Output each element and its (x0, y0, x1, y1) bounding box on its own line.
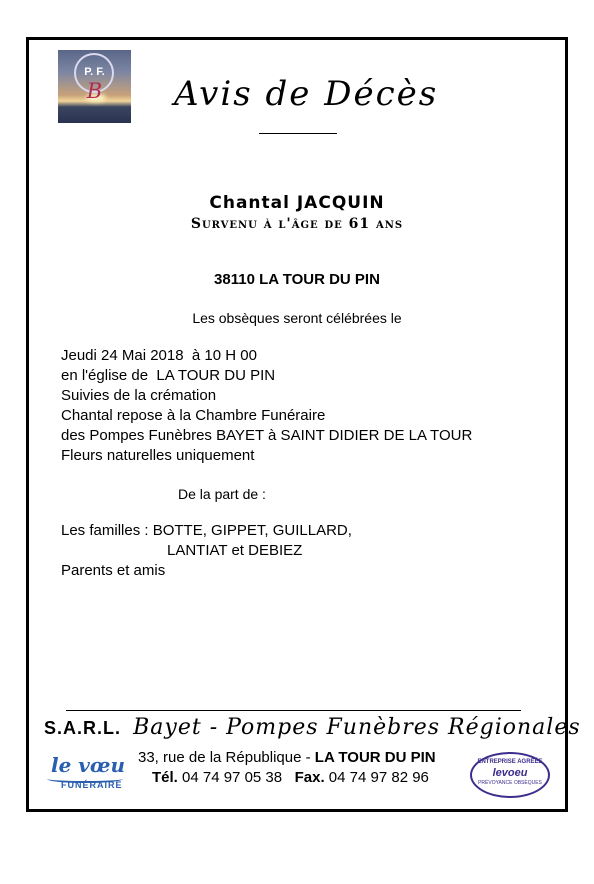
detail-line: en l'église de LA TOUR DU PIN (61, 367, 276, 384)
location-heading: 38110 LA TOUR DU PIN (214, 271, 380, 288)
seal-bottom-text: PRÉVOYANCE OBSÈQUES (478, 780, 542, 786)
families-block (61, 521, 352, 581)
detail-line: Suivies de la crémation (61, 387, 217, 404)
levoeu-funeraire-logo (45, 753, 127, 795)
levoeu-logo-subtext: FUNÉRAIRE (61, 780, 123, 790)
detail-line: Chantal repose à la Chambre Funéraire (61, 407, 326, 424)
title-divider (259, 133, 337, 134)
tel-label: Tél. (152, 769, 178, 786)
deceased-age: Survenu à l'âge de 61 ans (190, 216, 404, 232)
approved-company-seal (470, 752, 550, 798)
address-city: LA TOUR DU PIN (314, 749, 436, 766)
company-title: Bayet - Pompes Funèbres Régionales (133, 715, 581, 740)
fax-label: Fax. (294, 769, 325, 786)
funeral-home-logo (58, 50, 131, 123)
detail-line: des Pompes Funèbres BAYET à SAINT DIDIER DE LA TOUR (61, 427, 473, 444)
ceremony-intro: Les obsèques seront célébrées le (192, 310, 402, 326)
ceremony-details (61, 346, 472, 466)
footer-divider (66, 710, 521, 711)
deceased-name: Chantal JACQUIN (209, 193, 385, 213)
fax-number: 04 74 97 82 96 (324, 769, 429, 786)
seal-top-text: ENTREPRISE AGRÉÉE (477, 759, 543, 765)
from-label: De la part de : (178, 486, 266, 502)
company-name (44, 714, 581, 740)
seal-mid-text: levoeu (492, 767, 528, 779)
tel-number: 04 74 97 05 38 (177, 769, 283, 786)
logo-letter: B (86, 79, 103, 103)
families-line: LANTIAT et DEBIEZ (167, 542, 303, 559)
families-line: Parents et amis (61, 562, 166, 579)
company-phones (152, 769, 429, 786)
logo-initials: P. F. (84, 66, 105, 78)
detail-line: Jeudi 24 Mai 2018 à 10 H 00 (61, 347, 257, 364)
detail-line: Fleurs naturelles uniquement (61, 447, 255, 464)
families-line: Les familles : BOTTE, GIPPET, GUILLARD, (61, 522, 352, 539)
address-street: 33, rue de la République - (138, 749, 315, 766)
levoeu-logo-text: le vœu (51, 753, 126, 777)
page-title: Avis de Décès (174, 74, 439, 114)
company-legal-form: S.A.R.L. (44, 718, 122, 738)
company-address (138, 749, 436, 766)
